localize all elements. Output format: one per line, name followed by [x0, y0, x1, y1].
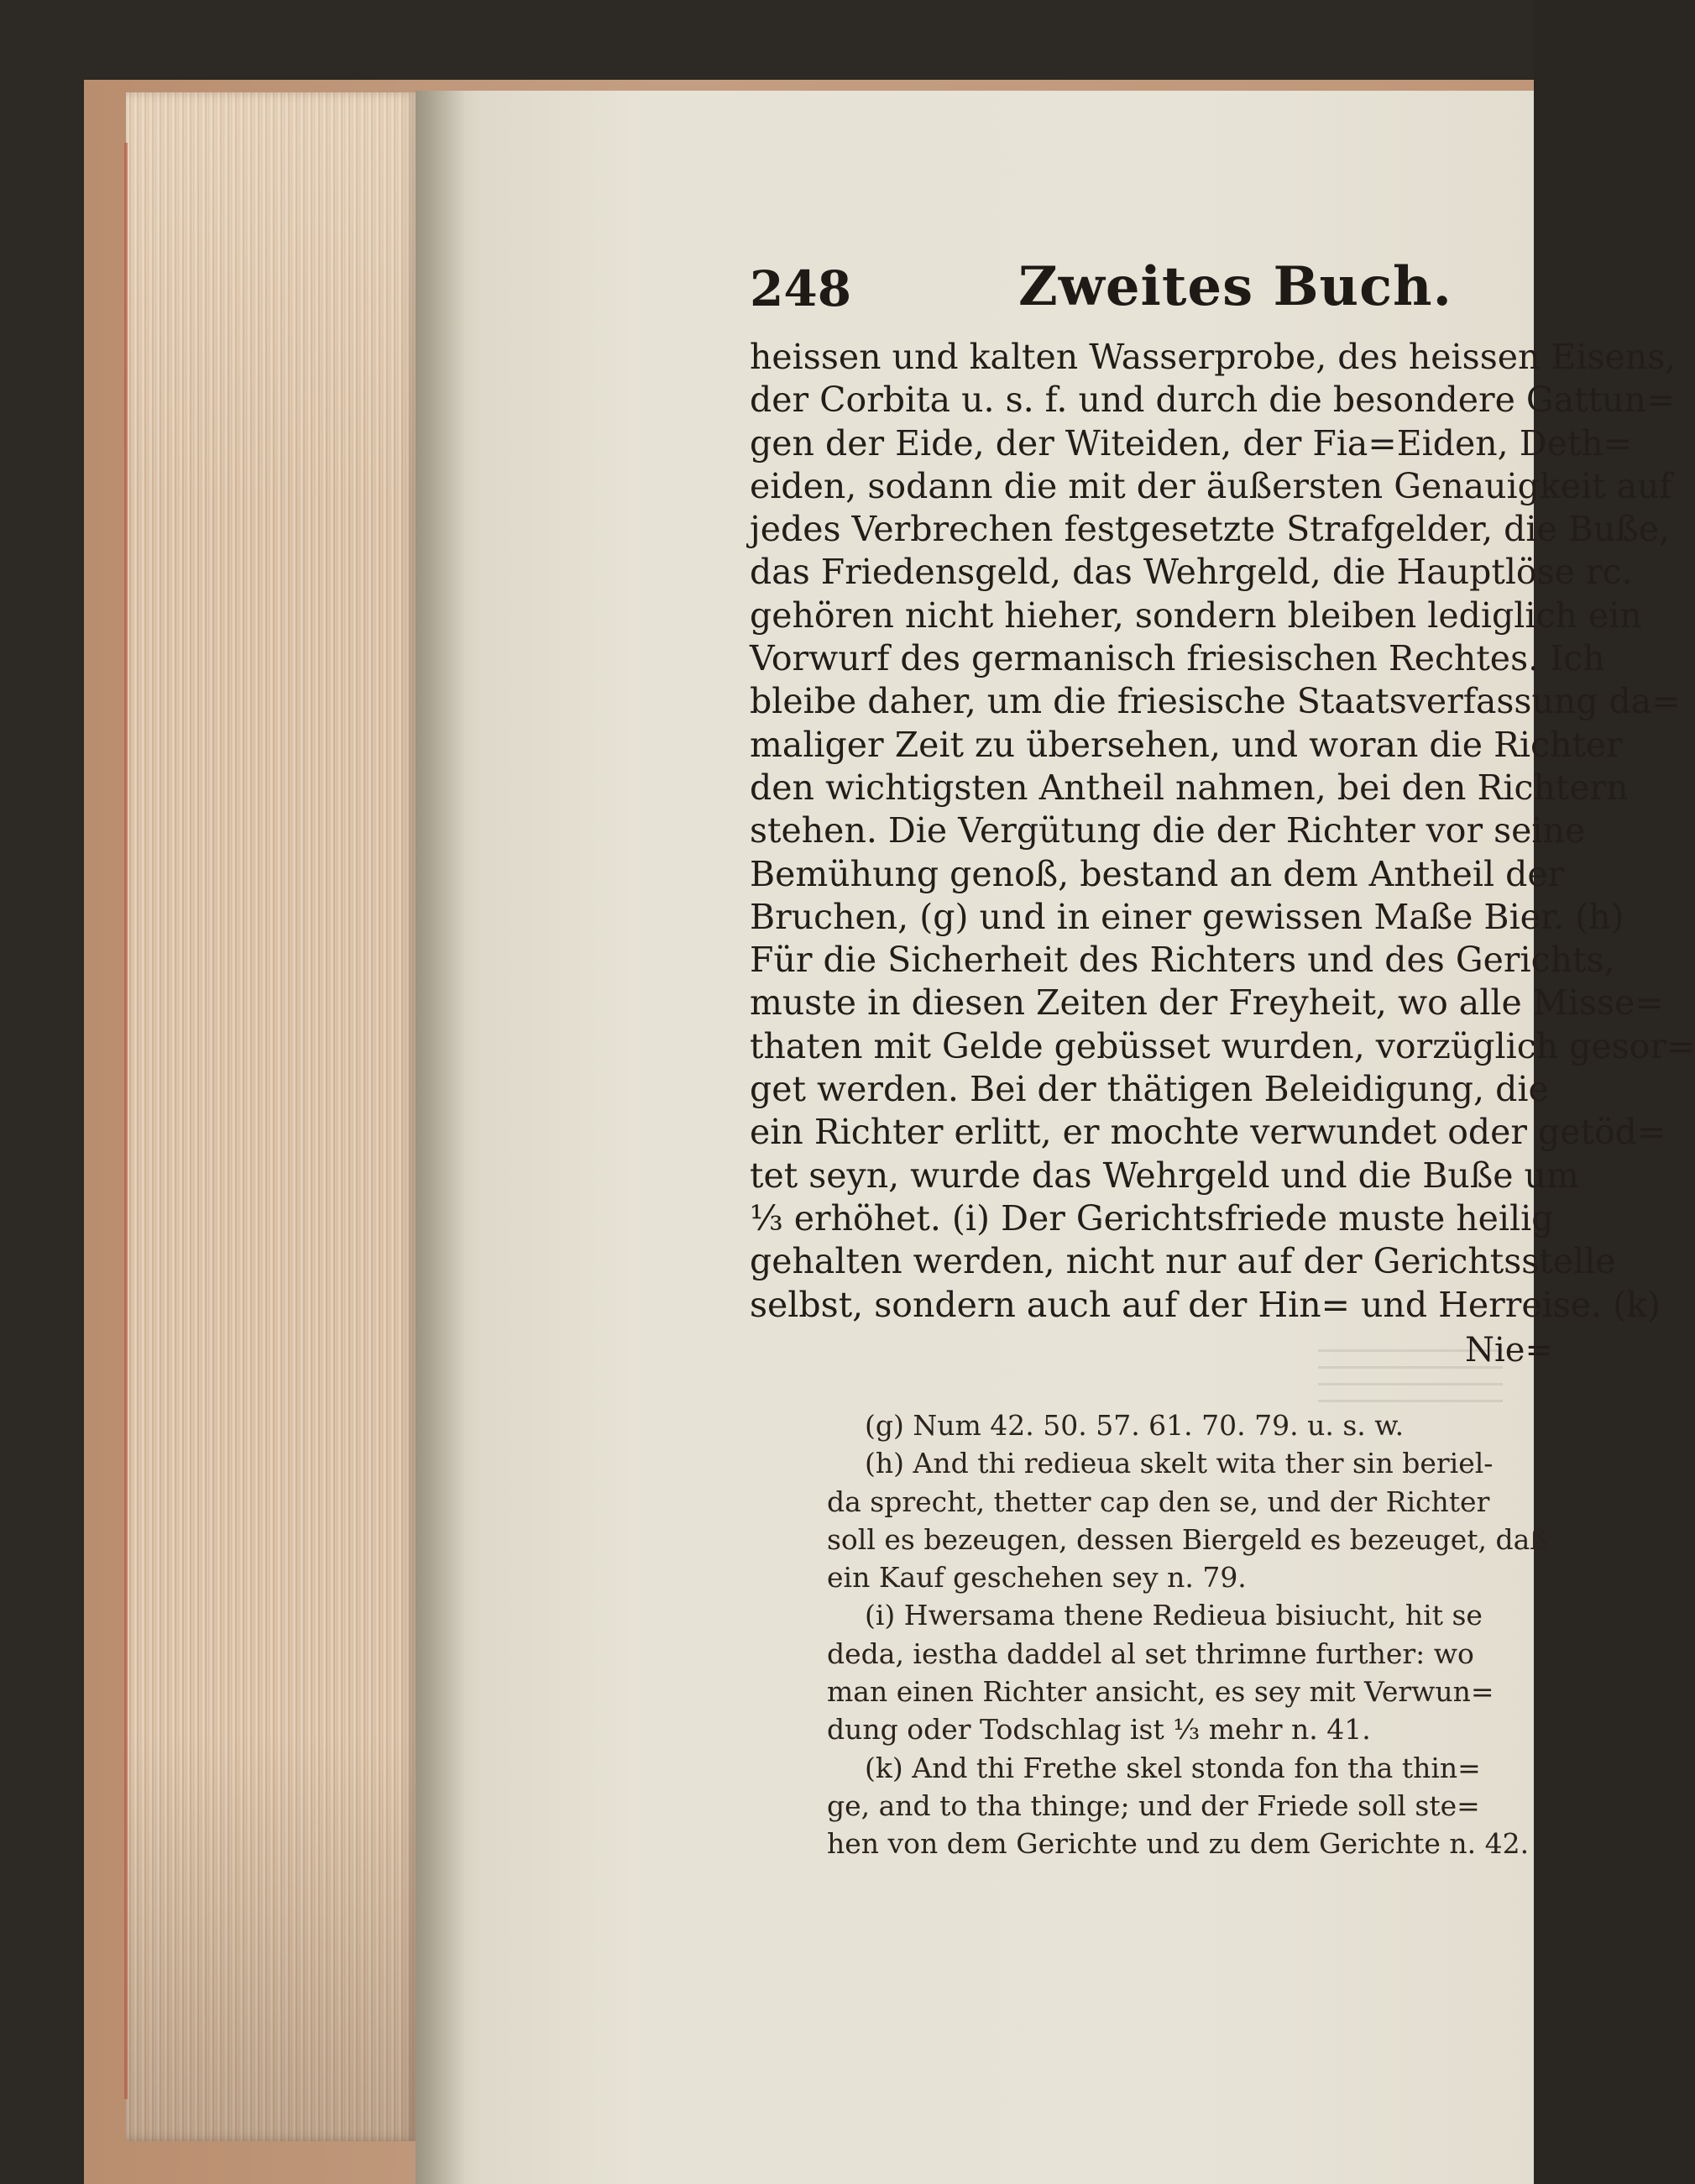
- body-line: gen der Eide, der Witeiden, der Fia=Eiden, Deth=: [750, 422, 1633, 464]
- footnote-line: (k) And thi Frethe skel stonda fon tha thin=: [865, 1751, 1481, 1784]
- body-line: den wichtigsten Antheil nahmen, bei den Richtern: [750, 767, 1629, 808]
- footnote-line: ge, and to tha thinge; und der Friede soll ste=: [827, 1789, 1480, 1822]
- body-line: selbst, sondern auch auf der Hin= und Herreise. (k): [750, 1284, 1661, 1325]
- body-line: Bemühung genoß, bestand an dem Antheil der: [750, 853, 1565, 894]
- footnote-line: (i) Hwersama thene Redieua bisiucht, hit se: [865, 1599, 1483, 1632]
- footnote-h: [827, 1444, 1549, 1596]
- body-line: stehen. Die Vergütung die der Richter vor seine: [750, 810, 1586, 851]
- page-number: 248: [750, 260, 852, 317]
- body-line: eiden, sodann die mit der äußersten Genauigkeit auf: [750, 465, 1672, 506]
- body-line: tet seyn, wurde das Wehrgeld und die Buße um: [750, 1155, 1579, 1196]
- body-line: Bruchen, (g) und in einer gewissen Maße Bier. (h): [750, 896, 1624, 937]
- body-line: bleibe daher, um die friesische Staatsverfassung da=: [750, 681, 1681, 722]
- body-line: get werden. Bei der thätigen Beleidigung, die: [750, 1069, 1549, 1110]
- body-text: [750, 336, 1695, 1327]
- footnote-line: hen von dem Gerichte und zu dem Gerichte n. 42.: [827, 1827, 1530, 1861]
- body-line: jedes Verbrechen festgesetzte Strafgelder, die Buße,: [750, 509, 1671, 550]
- footnote-line: dung oder Todschlag ist ⅓ mehr n. 41.: [827, 1713, 1371, 1747]
- footnote-k: [827, 1749, 1532, 1863]
- body-line: gehören nicht hieher, sondern bleiben lediglich ein: [750, 594, 1642, 636]
- running-head: Zweites Buch.: [1018, 255, 1452, 318]
- footnote-line: (g) Num 42. 50. 57. 61. 70. 79. u. s. w.: [865, 1409, 1405, 1442]
- footnote-line: (h) And thi redieua skelt wita ther sin beriel-: [865, 1447, 1494, 1480]
- body-line: der Corbita u. s. f. und durch die besondere Gattun=: [750, 380, 1676, 421]
- page-header: [750, 252, 1472, 319]
- footnote-g: [827, 1406, 1532, 1444]
- body-line: maliger Zeit zu übersehen, und woran die Richter: [750, 724, 1623, 765]
- catchword: Nie=: [1465, 1331, 1553, 1370]
- body-line: gehalten werden, nicht nur auf der Gerichtsstelle: [750, 1241, 1616, 1282]
- footnote-line: soll es bezeugen, dessen Biergeld es bezeuget, daß: [827, 1522, 1549, 1556]
- footnote-line: da sprecht, thetter cap den se, und der Richter: [827, 1485, 1490, 1518]
- gutter-shadow: [416, 91, 466, 2184]
- red-edge-stain: [124, 143, 128, 2099]
- footnote-i: [827, 1596, 1532, 1748]
- body-line: Vorwurf des germanisch friesischen Rechtes. Ich: [750, 638, 1605, 679]
- body-line: thaten mit Gelde gebüsset wurden, vorzüglich gesor=: [750, 1025, 1695, 1066]
- body-line: ⅓ erhöhet. (i) Der Gerichtsfriede muste heilig: [750, 1197, 1554, 1239]
- footnotes: [827, 1406, 1549, 1863]
- body-line: muste in diesen Zeiten der Freyheit, wo alle Misse=: [750, 982, 1664, 1024]
- body-line: ein Richter erlitt, er mochte verwundet oder getöd=: [750, 1112, 1666, 1153]
- body-line: Für die Sicherheit des Richters und des Gerichts,: [750, 940, 1615, 981]
- body-line: heissen und kalten Wasserprobe, des heissen Eisens,: [750, 337, 1677, 377]
- page-edges-shading: [126, 92, 416, 2141]
- body-line: das Friedensgeld, das Wehrgeld, die Hauptlöse rc.: [750, 552, 1633, 593]
- footnote-line: ein Kauf geschehen sey n. 79.: [827, 1561, 1247, 1595]
- footnote-line: deda, iestha daddel al set thrimne further: wo: [827, 1637, 1474, 1670]
- footnote-line: man einen Richter ansicht, es sey mit Verwun=: [827, 1675, 1494, 1709]
